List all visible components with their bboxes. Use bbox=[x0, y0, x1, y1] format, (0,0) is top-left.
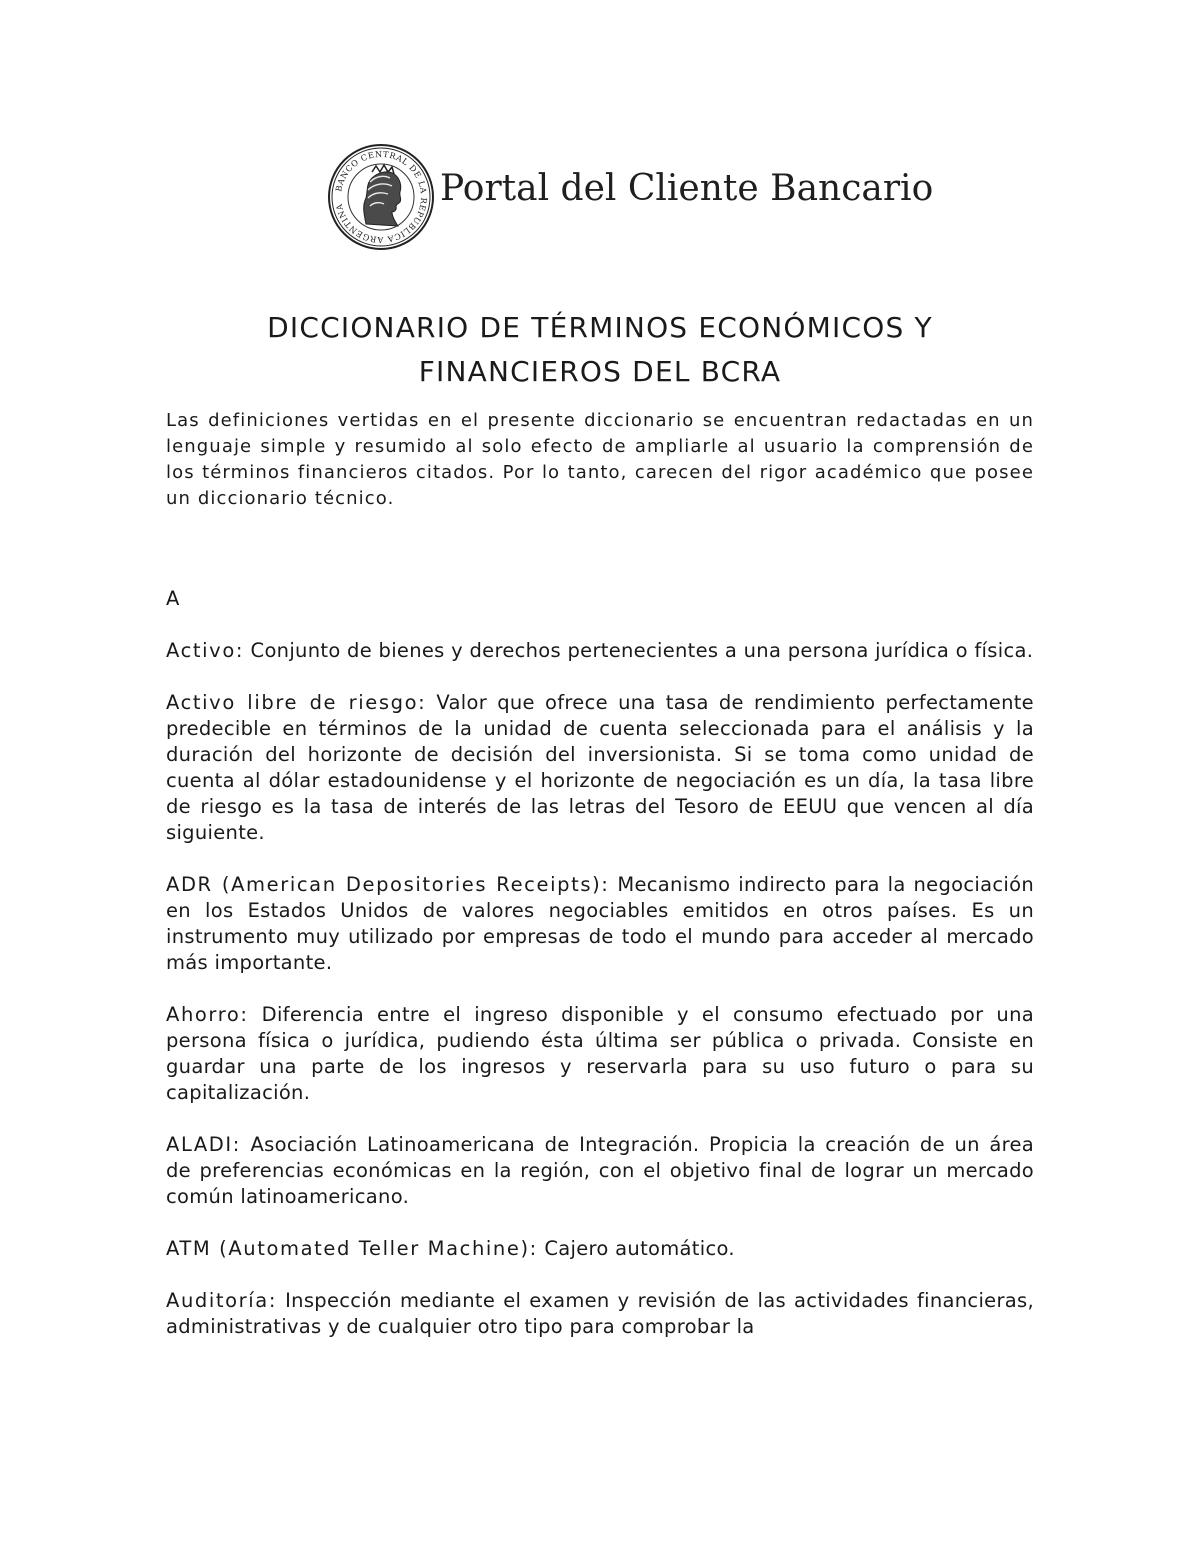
glossary-entry bbox=[166, 1002, 1034, 1106]
entry-term: ALADI: bbox=[166, 1133, 241, 1156]
section-letter: A bbox=[166, 587, 180, 610]
bcra-seal-logo bbox=[326, 142, 436, 252]
portal-brand-name: Portal del Cliente Bancario bbox=[440, 168, 934, 209]
entry-definition: Asociación Latinoamericana de Integración. Propicia la creación de un área de preferencias económicas en la región, con el objetivo final de lograr un mercado común latinoamericano. bbox=[166, 1133, 1034, 1208]
entry-definition: Inspección mediante el examen y revisión de las actividades financieras, administrativas y de cualquier otro tipo para comprobar la bbox=[166, 1289, 1034, 1338]
entry-definition: Conjunto de bienes y derechos pertenecientes a una persona jurídica o física. bbox=[244, 639, 1034, 662]
page-header bbox=[326, 138, 934, 250]
document-title bbox=[150, 306, 1050, 394]
glossary-entry bbox=[166, 638, 1034, 664]
entry-term: ATM (Automated Teller Machine): bbox=[166, 1237, 538, 1260]
entry-definition: Cajero automático. bbox=[537, 1237, 735, 1260]
entry-definition: Diferencia entre el ingreso disponible y el consumo efectuado por una persona física o jurídica, pudiendo ésta última ser pública o privada. Consiste en guardar una parte de los ingresos y reservarla para su uso futuro o para su capitalización. bbox=[166, 1003, 1034, 1104]
glossary-entry bbox=[166, 1236, 1034, 1262]
entry-definition: Mecanismo indirecto para la negociación en los Estados Unidos de valores negociables emitidos en otros países. Es un instrumento muy utilizado por empresas de todo el mundo para acceder al mercado más importante. bbox=[166, 873, 1034, 974]
entry-definition: Valor que ofrece una tasa de rendimiento perfectamente predecible en términos de la unidad de cuenta seleccionada para el análisis y la duración del horizonte de decisión del inversionista. Si se toma como unidad de cuenta al dólar estadounidense y el horizonte de negociación es un día, la tasa libre de riesgo es la tasa de interés de las letras del Tesoro de EEUU que vencen al día siguiente. bbox=[166, 691, 1034, 844]
entry-term: Activo: bbox=[166, 639, 245, 662]
title-line-1: DICCIONARIO DE TÉRMINOS ECONÓMICOS Y bbox=[267, 311, 933, 344]
entry-term: Ahorro: bbox=[166, 1003, 249, 1026]
entry-term: Activo libre de riesgo: bbox=[166, 691, 427, 714]
document-body bbox=[166, 408, 1034, 1340]
entry-term: Auditoría: bbox=[166, 1289, 278, 1312]
glossary-entry bbox=[166, 1132, 1034, 1210]
glossary-entry bbox=[166, 872, 1034, 976]
intro-paragraph: Las definiciones vertidas en el presente diccionario se encuentran redactadas en un lenguaje simple y resumido al solo efecto de ampliarle al usuario la comprensión de los términos financieros citados. Por lo tanto, carecen del rigor académico que posee un diccionario técnico. bbox=[166, 410, 1034, 509]
svg-text:BANCO CENTRAL DE LA REPUBLICA: BANCO CENTRAL DE LA REPUBLICA ARGENTINA bbox=[333, 148, 430, 246]
title-line-2: FINANCIEROS DEL BCRA bbox=[418, 355, 782, 388]
entry-term: ADR (American Depositories Receipts): bbox=[166, 873, 610, 896]
glossary-entry bbox=[166, 1288, 1034, 1340]
glossary-entry bbox=[166, 690, 1034, 846]
glossary-entries bbox=[166, 638, 1034, 1340]
